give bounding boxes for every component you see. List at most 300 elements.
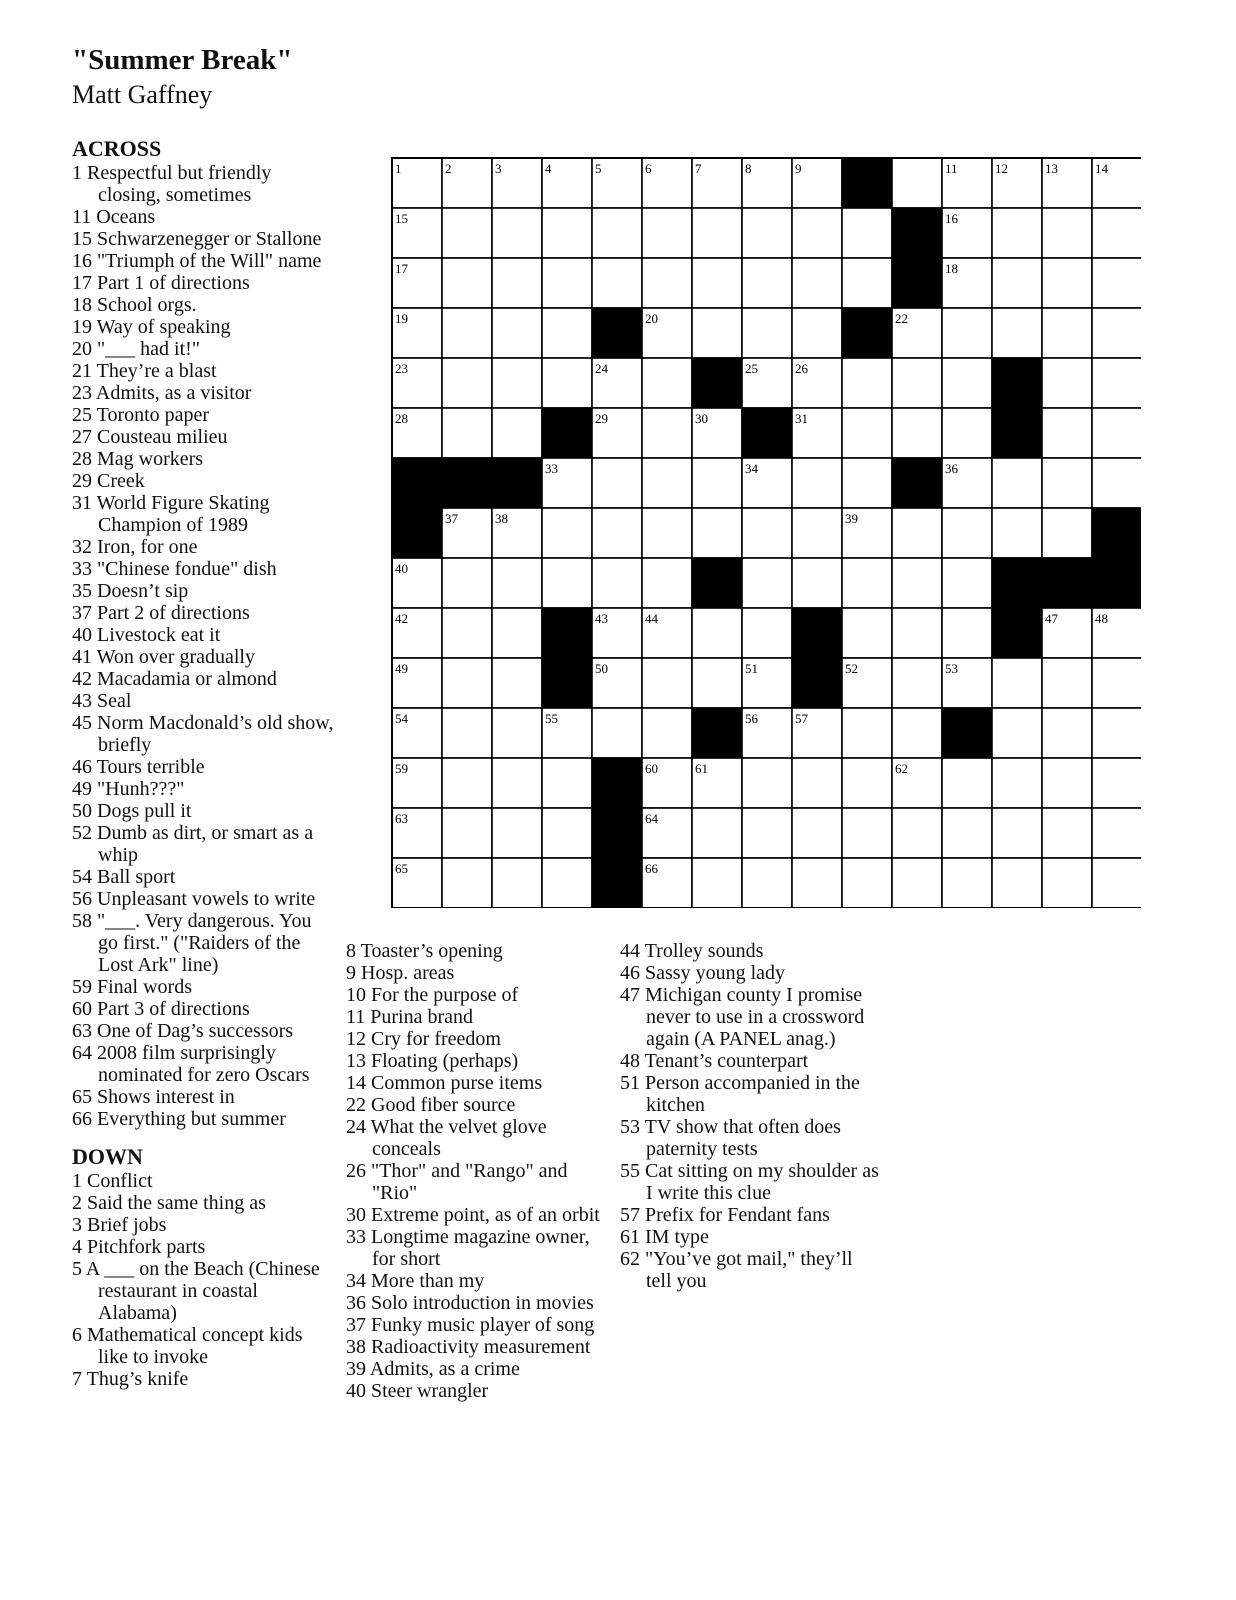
clue-item: 7 Thug’s knife xyxy=(72,1368,189,1390)
grid-cell[interactable] xyxy=(1092,358,1141,408)
grid-cell[interactable] xyxy=(1042,258,1092,308)
grid-cell[interactable] xyxy=(842,758,892,808)
grid-cell[interactable] xyxy=(1042,858,1092,908)
clue-item: 20 "___ had it!" xyxy=(72,338,200,360)
cell-number: 9 xyxy=(795,161,802,176)
grid-cell[interactable] xyxy=(692,458,742,508)
cell-number: 48 xyxy=(1095,611,1108,626)
clue-item: 35 Doesn’t sip xyxy=(72,580,189,602)
crossword-grid xyxy=(391,157,1141,908)
grid-cell[interactable] xyxy=(1042,508,1092,558)
grid-cell[interactable] xyxy=(492,558,542,608)
grid-cell[interactable] xyxy=(442,308,492,358)
clue-item: 11 Oceans xyxy=(72,206,156,228)
grid-cell[interactable] xyxy=(992,458,1042,508)
cell-number: 40 xyxy=(395,561,408,576)
grid-cell[interactable] xyxy=(592,558,642,608)
grid-cell[interactable] xyxy=(642,708,692,758)
cell-number: 42 xyxy=(395,611,408,626)
cell-number: 13 xyxy=(1045,161,1058,176)
grid-cell[interactable] xyxy=(642,358,692,408)
black-square xyxy=(592,758,642,808)
grid-cell[interactable] xyxy=(692,858,742,908)
black-square xyxy=(742,408,792,458)
clue-item: 37 Part 2 of directions xyxy=(72,602,250,624)
grid-cell[interactable] xyxy=(992,858,1042,908)
clue-item: 10 For the purpose of xyxy=(346,984,519,1006)
black-square xyxy=(692,358,742,408)
black-square xyxy=(892,258,942,308)
cell-number: 60 xyxy=(645,761,658,776)
grid-cell[interactable] xyxy=(1042,308,1092,358)
cell-number: 28 xyxy=(395,411,408,426)
black-square xyxy=(442,458,492,508)
clue-item: 45 Norm Macdonald’s old show, briefly xyxy=(72,712,334,756)
cell-number: 66 xyxy=(645,861,658,876)
clue-item: 9 Hosp. areas xyxy=(346,962,455,984)
grid-cell[interactable] xyxy=(942,508,992,558)
grid-cell[interactable] xyxy=(592,258,642,308)
black-square xyxy=(692,708,742,758)
grid-cell[interactable] xyxy=(942,808,992,858)
clue-item: 37 Funky music player of song xyxy=(346,1314,595,1336)
grid-cell[interactable] xyxy=(892,558,942,608)
grid-cell[interactable] xyxy=(492,658,542,708)
cell-number: 38 xyxy=(495,511,508,526)
grid-cell[interactable] xyxy=(842,208,892,258)
clue-item: 23 Admits, as a visitor xyxy=(72,382,252,404)
grid-cell[interactable] xyxy=(792,858,842,908)
cell-number: 36 xyxy=(945,461,958,476)
grid-cell[interactable] xyxy=(542,208,592,258)
grid-cell[interactable] xyxy=(842,358,892,408)
grid-cell[interactable] xyxy=(542,358,592,408)
clue-item: 36 Solo introduction in movies xyxy=(346,1292,594,1314)
grid-cell[interactable] xyxy=(642,258,692,308)
grid-cell[interactable] xyxy=(442,558,492,608)
grid-cell[interactable] xyxy=(742,258,792,308)
clue-item: 40 Livestock eat it xyxy=(72,624,221,646)
grid-cell[interactable] xyxy=(692,808,742,858)
clue-item: 33 Longtime magazine owner, for short xyxy=(346,1226,590,1270)
clue-item: 47 Michigan county I promise never to use in a crossword again (A PANEL anag.) xyxy=(620,984,865,1050)
grid-cell[interactable] xyxy=(442,758,492,808)
grid-cell[interactable] xyxy=(942,358,992,408)
black-square xyxy=(592,308,642,358)
grid-cell[interactable] xyxy=(892,708,942,758)
puzzle-title: "Summer Break" xyxy=(72,44,293,76)
grid-cell[interactable] xyxy=(992,808,1042,858)
clue-item: 17 Part 1 of directions xyxy=(72,272,250,294)
cell-number: 2 xyxy=(445,161,452,176)
grid-cell[interactable] xyxy=(492,708,542,758)
down-clues-column-2 xyxy=(346,940,608,1402)
cell-number: 51 xyxy=(745,661,758,676)
cell-number: 55 xyxy=(545,711,558,726)
grid-cell[interactable] xyxy=(992,208,1042,258)
grid-cell[interactable] xyxy=(742,208,792,258)
cell-number: 34 xyxy=(745,461,758,476)
grid-cell[interactable] xyxy=(942,608,992,658)
grid-cell[interactable] xyxy=(442,808,492,858)
grid-cell[interactable] xyxy=(842,858,892,908)
grid-cell[interactable] xyxy=(492,208,542,258)
clue-item: 59 Final words xyxy=(72,976,192,998)
cell-number: 43 xyxy=(595,611,608,626)
clue-item: 14 Common purse items xyxy=(346,1072,543,1094)
grid-cell[interactable] xyxy=(842,558,892,608)
cell-number: 11 xyxy=(945,161,958,176)
clue-item: 34 More than my xyxy=(346,1270,485,1292)
cell-number: 31 xyxy=(795,411,808,426)
across-heading: ACROSS xyxy=(72,136,162,161)
grid-cell[interactable] xyxy=(742,308,792,358)
grid-cell[interactable] xyxy=(1092,658,1141,708)
grid-cell[interactable] xyxy=(1092,408,1141,458)
grid-cell[interactable] xyxy=(492,258,542,308)
clue-item: 26 "Thor" and "Rango" and "Rio" xyxy=(346,1160,568,1204)
grid-cell[interactable] xyxy=(792,258,842,308)
grid-cell[interactable] xyxy=(692,608,742,658)
grid-cell[interactable] xyxy=(642,558,692,608)
grid-cell[interactable] xyxy=(892,508,942,558)
down-clue-list-1 xyxy=(72,1170,334,1390)
black-square xyxy=(492,458,542,508)
grid-cell[interactable] xyxy=(642,408,692,458)
grid-cell[interactable] xyxy=(442,208,492,258)
grid-cell[interactable] xyxy=(792,208,842,258)
clue-item: 16 "Triumph of the Will" name xyxy=(72,250,322,272)
grid-cell[interactable] xyxy=(742,608,792,658)
black-square xyxy=(392,458,442,508)
cell-number: 33 xyxy=(545,461,558,476)
grid-cell[interactable] xyxy=(892,658,942,708)
clue-item: 54 Ball sport xyxy=(72,866,176,888)
grid-cell[interactable] xyxy=(692,308,742,358)
cell-number: 65 xyxy=(395,861,408,876)
clue-item: 1 Conflict xyxy=(72,1170,153,1192)
grid-cell[interactable] xyxy=(742,808,792,858)
cell-number: 63 xyxy=(395,811,408,826)
grid-cell[interactable] xyxy=(992,708,1042,758)
cell-number: 53 xyxy=(945,661,958,676)
cell-number: 30 xyxy=(695,411,708,426)
grid-cell[interactable] xyxy=(642,508,692,558)
black-square xyxy=(892,458,942,508)
clue-item: 1 Respectful but friendly closing, sometimes xyxy=(72,162,272,206)
cell-number: 18 xyxy=(945,261,958,276)
grid-cell[interactable] xyxy=(1042,458,1092,508)
black-square xyxy=(692,558,742,608)
black-square xyxy=(392,508,442,558)
grid-cell[interactable] xyxy=(642,458,692,508)
grid-cell[interactable] xyxy=(842,458,892,508)
grid-cell[interactable] xyxy=(1092,308,1141,358)
clue-item: 38 Radioactivity measurement xyxy=(346,1336,591,1358)
grid-cell[interactable] xyxy=(1092,258,1141,308)
grid-cell[interactable] xyxy=(742,558,792,608)
clue-item: 65 Shows interest in xyxy=(72,1086,235,1108)
grid-cell[interactable] xyxy=(542,758,592,808)
grid-cell[interactable] xyxy=(992,308,1042,358)
clue-item: 53 TV show that often does paternity tests xyxy=(620,1116,841,1160)
cell-number: 52 xyxy=(845,661,858,676)
cell-number: 6 xyxy=(645,161,652,176)
grid-cell[interactable] xyxy=(692,508,742,558)
cell-number: 20 xyxy=(645,311,658,326)
clue-item: 55 Cat sitting on my shoulder as I write this clue xyxy=(620,1160,879,1204)
grid-cell[interactable] xyxy=(1092,458,1141,508)
clue-item: 46 Tours terrible xyxy=(72,756,205,778)
clue-item: 32 Iron, for one xyxy=(72,536,198,558)
clue-item: 57 Prefix for Fendant fans xyxy=(620,1204,830,1226)
black-square xyxy=(542,408,592,458)
clue-item: 5 A ___ on the Beach (Chinese restaurant in coastal Alabama) xyxy=(72,1258,320,1324)
grid-cell[interactable] xyxy=(442,658,492,708)
grid-cell[interactable] xyxy=(1042,658,1092,708)
grid-cell[interactable] xyxy=(792,308,842,358)
clue-item: 40 Steer wrangler xyxy=(346,1380,489,1402)
grid-cell[interactable] xyxy=(742,508,792,558)
grid-cell[interactable] xyxy=(692,258,742,308)
puzzle-author: Matt Gaffney xyxy=(72,80,213,109)
grid-cell[interactable] xyxy=(542,858,592,908)
grid-cell[interactable] xyxy=(442,608,492,658)
clue-item: 66 Everything but summer xyxy=(72,1108,286,1130)
grid-cell[interactable] xyxy=(892,358,942,408)
clue-item: 49 "Hunh???" xyxy=(72,778,185,800)
cell-number: 54 xyxy=(395,711,408,726)
cell-number: 14 xyxy=(1095,161,1108,176)
grid-cell[interactable] xyxy=(842,608,892,658)
clue-item: 33 "Chinese fondue" dish xyxy=(72,558,277,580)
cell-number: 19 xyxy=(395,311,408,326)
cell-number: 49 xyxy=(395,661,408,676)
grid-cell[interactable] xyxy=(842,808,892,858)
grid-cell[interactable] xyxy=(492,758,542,808)
grid-cell[interactable] xyxy=(592,708,642,758)
clue-item: 13 Floating (perhaps) xyxy=(346,1050,519,1072)
black-square xyxy=(992,408,1042,458)
grid-cell[interactable] xyxy=(442,858,492,908)
cell-number: 16 xyxy=(945,211,958,226)
grid-cell[interactable] xyxy=(792,558,842,608)
grid-cell[interactable] xyxy=(1042,358,1092,408)
cell-number: 61 xyxy=(695,761,708,776)
grid-cell[interactable] xyxy=(892,808,942,858)
clue-item: 41 Won over gradually xyxy=(72,646,255,668)
cell-number: 15 xyxy=(395,211,408,226)
black-square xyxy=(1092,558,1141,608)
grid-cell[interactable] xyxy=(992,658,1042,708)
grid-cell[interactable] xyxy=(492,858,542,908)
clue-item: 28 Mag workers xyxy=(72,448,204,470)
grid-cell[interactable] xyxy=(542,308,592,358)
grid-cell[interactable] xyxy=(942,408,992,458)
grid-cell[interactable] xyxy=(492,308,542,358)
clue-item: 18 School orgs. xyxy=(72,294,197,316)
cell-number: 25 xyxy=(745,361,758,376)
grid-cell[interactable] xyxy=(842,708,892,758)
black-square xyxy=(842,158,892,208)
clue-item: 27 Cousteau milieu xyxy=(72,426,228,448)
clue-item: 3 Brief jobs xyxy=(72,1214,167,1236)
cell-number: 26 xyxy=(795,361,808,376)
grid-cell[interactable] xyxy=(942,858,992,908)
down-clue-list-3 xyxy=(620,940,882,1292)
cell-number: 56 xyxy=(745,711,758,726)
clue-item: 6 Mathematical concept kids like to invoke xyxy=(72,1324,303,1368)
cell-number: 59 xyxy=(395,761,408,776)
grid-cell[interactable] xyxy=(1042,808,1092,858)
clue-item: 30 Extreme point, as of an orbit xyxy=(346,1204,600,1226)
clue-item: 39 Admits, as a crime xyxy=(346,1358,520,1380)
grid-cell[interactable] xyxy=(842,258,892,308)
grid-cell[interactable] xyxy=(1042,758,1092,808)
cell-number: 29 xyxy=(595,411,608,426)
grid-cell[interactable] xyxy=(792,508,842,558)
cell-number: 8 xyxy=(745,161,752,176)
grid-cell[interactable] xyxy=(592,458,642,508)
black-square xyxy=(542,658,592,708)
grid-cell[interactable] xyxy=(1042,208,1092,258)
cell-number: 22 xyxy=(895,311,908,326)
grid-cell[interactable] xyxy=(542,808,592,858)
cell-number: 24 xyxy=(595,361,608,376)
grid-cell[interactable] xyxy=(792,758,842,808)
grid-cell[interactable] xyxy=(992,758,1042,808)
cell-number: 62 xyxy=(895,761,908,776)
clue-item: 8 Toaster’s opening xyxy=(346,940,503,962)
grid-cell[interactable] xyxy=(1092,708,1141,758)
grid-cell[interactable] xyxy=(892,608,942,658)
clue-item: 46 Sassy young lady xyxy=(620,962,785,984)
clue-item: 4 Pitchfork parts xyxy=(72,1236,206,1258)
clue-item: 25 Toronto paper xyxy=(72,404,210,426)
black-square xyxy=(1092,508,1141,558)
cell-number: 4 xyxy=(545,161,552,176)
cell-number: 57 xyxy=(795,711,808,726)
grid-cell[interactable] xyxy=(642,658,692,708)
grid-cell[interactable] xyxy=(692,658,742,708)
cell-number: 50 xyxy=(595,661,608,676)
black-square xyxy=(942,708,992,758)
clue-item: 64 2008 film surprisingly nominated for zero Oscars xyxy=(72,1042,310,1086)
clue-item: 42 Macadamia or almond xyxy=(72,668,277,690)
clue-item: 43 Seal xyxy=(72,690,132,712)
cell-number: 7 xyxy=(695,161,702,176)
grid-cell[interactable] xyxy=(992,508,1042,558)
cell-number: 1 xyxy=(395,161,402,176)
black-square xyxy=(992,558,1042,608)
black-square xyxy=(892,208,942,258)
grid-cell[interactable] xyxy=(442,358,492,408)
clue-item: 51 Person accompanied in the kitchen xyxy=(620,1072,860,1116)
grid-cell[interactable] xyxy=(892,158,942,208)
grid-cell[interactable] xyxy=(942,558,992,608)
grid-cell[interactable] xyxy=(592,208,642,258)
grid-cell[interactable] xyxy=(642,208,692,258)
grid-cell[interactable] xyxy=(442,408,492,458)
cell-number: 37 xyxy=(445,511,458,526)
grid-cell[interactable] xyxy=(742,758,792,808)
grid-cell[interactable] xyxy=(942,758,992,808)
cell-number: 47 xyxy=(1045,611,1058,626)
clue-item: 44 Trolley sounds xyxy=(620,940,764,962)
cell-number: 64 xyxy=(645,811,658,826)
clue-item: 52 Dumb as dirt, or smart as a whip xyxy=(72,822,314,866)
cell-number: 12 xyxy=(995,161,1008,176)
grid-cell[interactable] xyxy=(542,558,592,608)
clue-item: 19 Way of speaking xyxy=(72,316,231,338)
grid-cell[interactable] xyxy=(992,258,1042,308)
grid-cell[interactable] xyxy=(1092,858,1141,908)
clue-item: 29 Creek xyxy=(72,470,145,492)
clue-item: 61 IM type xyxy=(620,1226,709,1248)
grid-cell[interactable] xyxy=(492,808,542,858)
grid-cell[interactable] xyxy=(1092,758,1141,808)
black-square xyxy=(792,658,842,708)
grid-cell[interactable] xyxy=(542,508,592,558)
across-clue-list xyxy=(72,162,334,1130)
grid-cell[interactable] xyxy=(1042,408,1092,458)
cell-number: 5 xyxy=(595,161,602,176)
grid-cell[interactable] xyxy=(492,408,542,458)
clue-item: 11 Purina brand xyxy=(346,1006,474,1028)
grid-cell[interactable] xyxy=(442,708,492,758)
black-square xyxy=(542,608,592,658)
clue-item: 48 Tenant’s counterpart xyxy=(620,1050,809,1072)
down-heading: DOWN xyxy=(72,1144,143,1169)
grid-cell[interactable] xyxy=(592,508,642,558)
grid-cell[interactable] xyxy=(892,408,942,458)
grid-cell[interactable] xyxy=(542,258,592,308)
clue-item: 50 Dogs pull it xyxy=(72,800,192,822)
grid-cell[interactable] xyxy=(492,358,542,408)
grid-cell[interactable] xyxy=(442,258,492,308)
grid-cell[interactable] xyxy=(742,858,792,908)
grid-cell[interactable] xyxy=(1092,208,1141,258)
black-square xyxy=(592,858,642,908)
cell-number: 44 xyxy=(645,611,658,626)
clue-item: 63 One of Dag’s successors xyxy=(72,1020,294,1042)
grid-cell[interactable] xyxy=(942,308,992,358)
clue-item: 60 Part 3 of directions xyxy=(72,998,250,1020)
down-clue-list-2 xyxy=(346,940,608,1402)
grid-cell[interactable] xyxy=(1092,808,1141,858)
grid-cell[interactable] xyxy=(1042,708,1092,758)
grid-cell[interactable] xyxy=(492,608,542,658)
down-clues-column-3 xyxy=(620,940,882,1292)
clue-item: 21 They’re a blast xyxy=(72,360,217,382)
grid-cell[interactable] xyxy=(892,858,942,908)
clue-item: 31 World Figure Skating Champion of 1989 xyxy=(72,492,270,536)
black-square xyxy=(1042,558,1092,608)
black-square xyxy=(792,608,842,658)
across-clues-column xyxy=(72,136,334,1390)
clue-item: 15 Schwarzenegger or Stallone xyxy=(72,228,322,250)
cell-number: 17 xyxy=(395,261,408,276)
clue-item: 22 Good fiber source xyxy=(346,1094,516,1116)
cell-number: 23 xyxy=(395,361,408,376)
grid-cell[interactable] xyxy=(692,208,742,258)
grid-cell[interactable] xyxy=(842,408,892,458)
cell-number: 3 xyxy=(495,161,502,176)
grid-cell[interactable] xyxy=(792,458,842,508)
grid-cell[interactable] xyxy=(792,808,842,858)
black-square xyxy=(992,608,1042,658)
clue-item: 24 What the velvet glove conceals xyxy=(346,1116,547,1160)
